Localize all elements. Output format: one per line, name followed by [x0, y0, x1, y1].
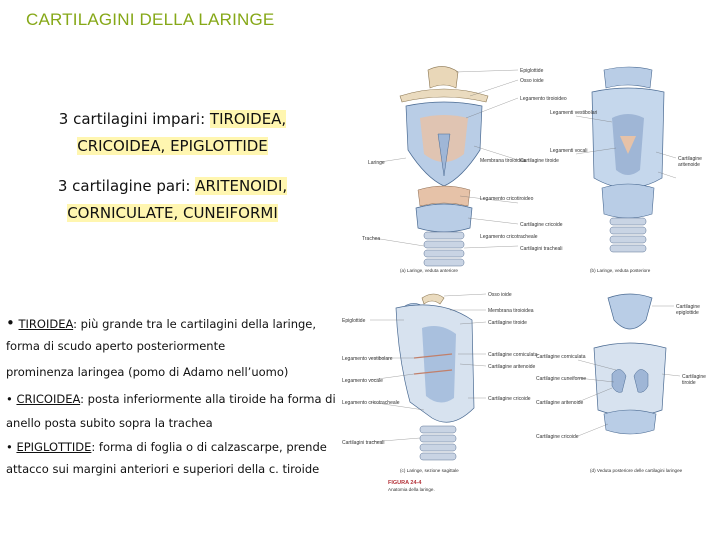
- intro-line-1: [0, 110, 345, 128]
- tiroidea-description: : più grande tra le cartilagini della laringe,: [73, 317, 317, 331]
- bullet-icon: •: [6, 440, 13, 454]
- svg-text:aritenoide: aritenoide: [678, 162, 700, 168]
- svg-text:Cartilagine: Cartilagine: [678, 156, 702, 162]
- svg-text:Cartilagini tracheali: Cartilagini tracheali: [342, 440, 385, 446]
- epiglottide-description: : forma di foglia o di calzascarpe, prende: [91, 440, 327, 454]
- intro-line-4: [0, 204, 345, 222]
- svg-text:Cartilagine: Cartilagine: [682, 374, 706, 380]
- svg-text:Membrana tiroioidea: Membrana tiroioidea: [480, 158, 526, 164]
- page-title: CARTILAGINI DELLA LARINGE: [26, 10, 275, 29]
- figure-number: FIGURA 24-4: [388, 480, 422, 486]
- tiroidea-line-3: prominenza laringea (pomo di Adamo nell’uomo): [6, 365, 289, 379]
- svg-text:Cartilagini tracheali: Cartilagini tracheali: [520, 246, 563, 252]
- svg-text:Legamento cricotiroideo: Legamento cricotiroideo: [480, 196, 534, 202]
- intro-line-4-text: CORNICULATE, CUNEIFORMI: [67, 204, 278, 222]
- svg-text:tiroide: tiroide: [682, 380, 696, 386]
- svg-text:Cartilagine cricoide: Cartilagine cricoide: [488, 396, 531, 402]
- intro-line-3-highlight: ARITENOIDI,: [195, 177, 288, 195]
- svg-text:Cartilagine cuneiforme: Cartilagine cuneiforme: [536, 376, 587, 382]
- intro-line-2: [0, 137, 345, 155]
- epiglottide-line-2: attacco sui margini anteriori e superiori della c. tiroide: [6, 462, 320, 476]
- svg-text:Laringe: Laringe: [368, 160, 385, 166]
- svg-text:Cartilagine: Cartilagine: [676, 304, 700, 310]
- intro-line-2-text: CRICOIDEA, EPIGLOTTIDE: [77, 137, 268, 155]
- tiroidea-line-2: forma di scudo aperto posteriormente: [6, 339, 226, 353]
- term-cricoidea: CRICOIDEA: [16, 392, 81, 406]
- larynx-illustration: [340, 58, 720, 530]
- svg-text:Cartilagine tiroide: Cartilagine tiroide: [520, 158, 559, 164]
- svg-text:Legamenti vestibolari: Legamenti vestibolari: [550, 110, 598, 116]
- cricoidea-description: : posta inferiormente alla tiroide ha forma di: [80, 392, 336, 406]
- bullet-cricoidea: [6, 392, 336, 406]
- svg-text:Legamento cricotracheale: Legamento cricotracheale: [480, 234, 538, 240]
- figure-caption: Anatomia della laringe.: [388, 487, 435, 492]
- svg-text:Epiglottide: Epiglottide: [520, 68, 544, 74]
- svg-text:Membrana tiroioidea: Membrana tiroioidea: [488, 308, 534, 314]
- svg-text:epiglottide: epiglottide: [676, 310, 699, 316]
- svg-text:Osso ioide: Osso ioide: [488, 292, 512, 298]
- svg-text:Legamento vocale: Legamento vocale: [342, 378, 383, 384]
- bullet-icon: •: [6, 314, 15, 332]
- svg-text:Cartilagine corniculata: Cartilagine corniculata: [536, 354, 586, 360]
- svg-text:Cartilagine aritenoide: Cartilagine aritenoide: [488, 364, 536, 370]
- panel-d-caption: (d) Veduta posteriore delle cartilagini laringee: [590, 468, 683, 473]
- panel-c-caption: (c) Laringe, sezione sagittale: [400, 468, 459, 473]
- svg-text:Trachea: Trachea: [362, 236, 381, 242]
- intro-line-3: [0, 177, 345, 195]
- svg-text:Legamenti vocali: Legamenti vocali: [550, 148, 588, 154]
- cricoidea-line-2: anello posta subito sopra la trachea: [6, 416, 213, 430]
- svg-text:Cartilagine cricoide: Cartilagine cricoide: [520, 222, 563, 228]
- larynx-figure: [340, 58, 720, 530]
- svg-text:Legamento vestibolare: Legamento vestibolare: [342, 356, 393, 362]
- term-tiroidea: TIROIDEA: [18, 317, 74, 331]
- svg-text:Cartilagine aritenoide: Cartilagine aritenoide: [536, 400, 584, 406]
- svg-text:Legamento tiroioideo: Legamento tiroioideo: [520, 96, 567, 102]
- svg-text:Cartilagine cricoide: Cartilagine cricoide: [536, 434, 579, 440]
- svg-text:Legamento cricotracheale: Legamento cricotracheale: [342, 400, 400, 406]
- intro-line-3-prefix: 3 cartilagine pari:: [57, 177, 196, 195]
- panel-a-caption: (a) Laringe, veduta anteriore: [400, 268, 458, 273]
- intro-line-1-highlight: TIROIDEA,: [209, 110, 287, 128]
- intro-line-1-prefix: 3 cartilagini impari:: [58, 110, 210, 128]
- term-epiglottide: EPIGLOTTIDE: [16, 440, 92, 454]
- svg-text:Cartilagine corniculata: Cartilagine corniculata: [488, 352, 538, 358]
- svg-text:Cartilagine tiroide: Cartilagine tiroide: [488, 320, 527, 326]
- bullet-tiroidea: [6, 314, 316, 332]
- bullet-icon: •: [6, 392, 13, 406]
- panel-b-caption: (b) Laringe, veduta posteriore: [590, 268, 651, 273]
- svg-text:Osso ioide: Osso ioide: [520, 78, 544, 84]
- bullet-epiglottide: [6, 440, 327, 454]
- svg-text:Epiglottide: Epiglottide: [342, 318, 366, 324]
